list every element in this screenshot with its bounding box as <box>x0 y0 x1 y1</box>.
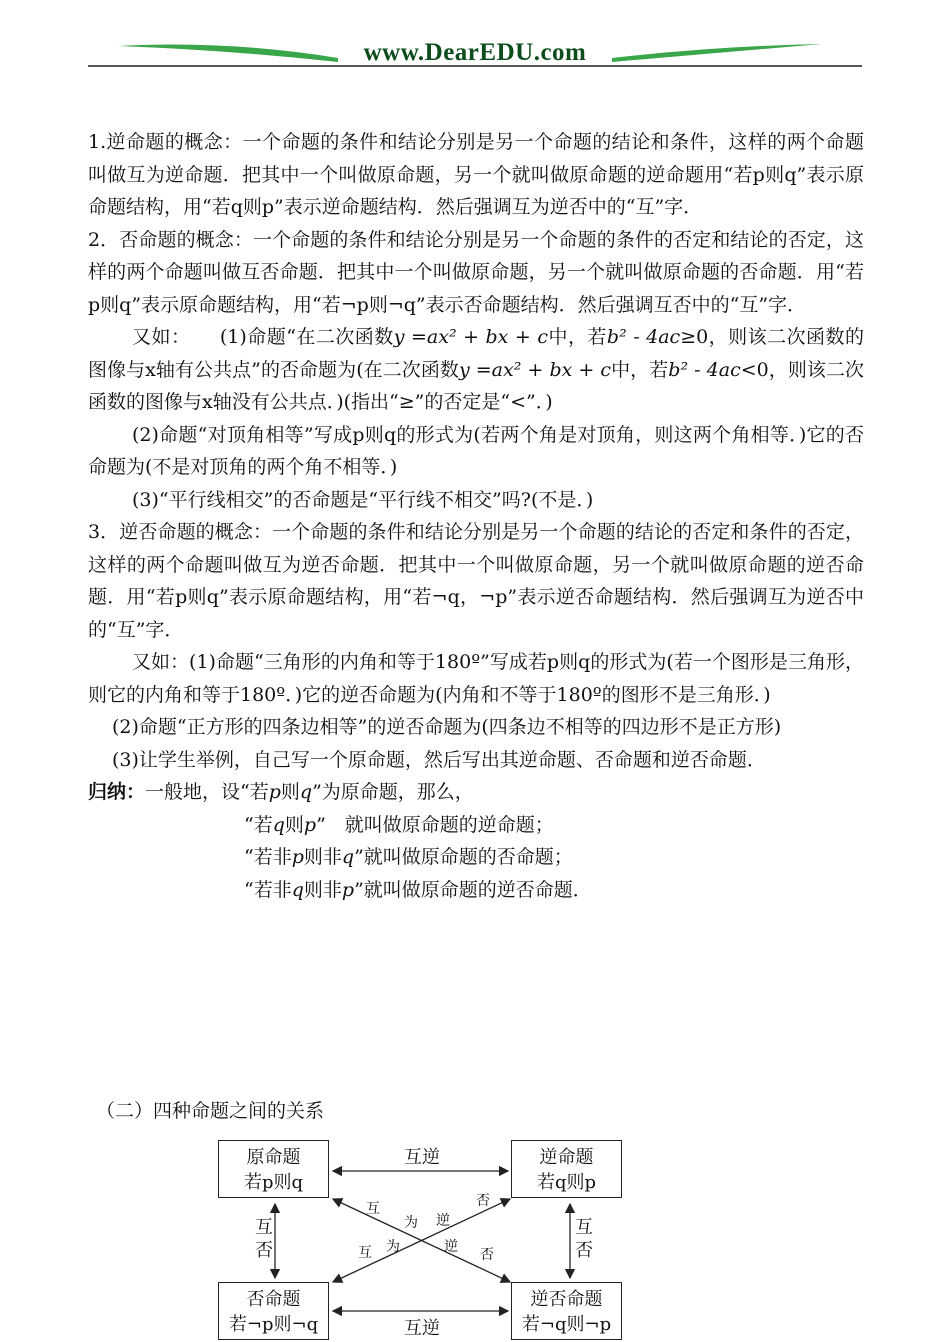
box-title: 逆命题 <box>539 1147 594 1168</box>
var-q: q <box>291 878 304 901</box>
box-original <box>218 1140 329 1198</box>
paragraph-example-vertical-angles: (2)命题“对顶角相等”写成p则q的形式为(若两个角是对顶角，则这两个角相等．)它的否命题为(不是对顶角的两个角不相等．) <box>88 423 864 478</box>
box-title: 原命题 <box>246 1147 301 1168</box>
paragraph-contrapositive-definition: 3．逆否命题的概念：一个命题的条件和结论分别是另一个命题的结论的否定和条件的否定，这样的两个命题叫做互为逆否命题．把其中一个叫做原命题，另一个就叫做原命题的逆否命题．用“若p则q”表示原命题结构，用“若¬q，¬p”表示逆否命题结构．然后强调互为逆否中的“互”字． <box>88 521 864 641</box>
var-q: q <box>299 781 313 803</box>
body-text <box>88 126 864 906</box>
paragraph-example-triangle: 又如：(1)命题“三角形的内角和等于180º”写成若p则q的形式为(若一个图形是三角形，则它的内角和等于180º．)它的逆否命题为(内角和不等于180º的图形不是三角形．) <box>88 651 864 706</box>
box-title: 逆否命题 <box>530 1289 603 1310</box>
box-form: 若q则p <box>536 1172 597 1193</box>
text-segment: ” 就叫做原命题的逆命题； <box>316 813 554 836</box>
cross-label: 逆 <box>436 1213 450 1229</box>
text-segment: ”就叫做原命题的逆否命题． <box>354 878 592 901</box>
summary-intro <box>88 776 864 809</box>
box-form: 若¬q则¬p <box>521 1314 612 1335</box>
formula-discriminant: b² - 4ac <box>668 358 741 381</box>
site-name: www.DearEDU.com <box>363 39 587 66</box>
cross-label: 互 <box>358 1245 372 1261</box>
cross-label: 为 <box>386 1239 400 1255</box>
var-p: p <box>291 846 304 868</box>
paragraph-example-square: (2)命题“正方形的四条边相等”的逆否命题为(四条边不相等的四边形不是正方形) <box>112 716 782 738</box>
paragraph-example-parallel-lines: (3)“平行线相交”的否命题是“平行线不相交”吗?(不是．) <box>132 488 594 511</box>
text-segment: ”为原命题，那么， <box>312 781 474 803</box>
var-p: p <box>268 781 281 803</box>
formula-quadratic: y =ax² + bx + c <box>393 326 548 348</box>
box-form: 若¬p则¬q <box>228 1314 319 1335</box>
label-left-inverse: 互否 <box>255 1217 273 1261</box>
cross-label: 为 <box>404 1215 418 1231</box>
cross-label: 逆 <box>444 1239 458 1255</box>
box-converse <box>511 1140 622 1198</box>
label-bottom-converse: 互逆 <box>404 1318 440 1339</box>
text-segment: 则非 <box>303 846 342 868</box>
cross-label: 互 <box>366 1201 380 1217</box>
box-contrapositive <box>511 1282 622 1340</box>
four-propositions-diagram <box>218 1140 630 1342</box>
box-inverse <box>218 1282 329 1340</box>
text-segment: “若非 <box>244 846 292 868</box>
summary-label: 归纳： <box>88 781 146 803</box>
summary-contrapositive <box>244 874 864 907</box>
page-header <box>88 36 862 72</box>
var-q: q <box>341 846 355 868</box>
summary-converse <box>244 809 864 842</box>
box-title: 否命题 <box>246 1289 301 1310</box>
label-right-inverse: 互否 <box>575 1217 593 1261</box>
text-segment: 一般地，设“若 <box>145 781 269 803</box>
paragraph-student-exercise: (3)让学生举例，自己写一个原命题，然后写出其逆命题、否命题和逆否命题． <box>112 748 766 771</box>
text-segment: “若 <box>244 813 273 836</box>
formula-quadratic: y =ax² + bx + c <box>458 358 612 381</box>
var-q: q <box>272 813 285 836</box>
text-segment: ”就叫做原命题的否命题； <box>354 846 573 868</box>
var-p: p <box>341 878 355 901</box>
section-title: （二）四种命题之间的关系 <box>96 1100 325 1122</box>
text-segment: “若非 <box>244 878 292 901</box>
text-segment: 中，若 <box>548 326 607 348</box>
text-segment: 则非 <box>303 878 342 901</box>
text-segment: 则 <box>280 781 300 803</box>
paragraph-example-quadratic <box>88 321 864 419</box>
summary-inverse <box>244 841 864 874</box>
box-form: 若p则q <box>243 1172 304 1193</box>
var-p: p <box>303 813 317 836</box>
cross-label: 否 <box>480 1247 494 1263</box>
paragraph-converse-definition: 1.逆命题的概念：一个命题的条件和结论分别是另一个命题的结论和条件，这样的两个命题叫做互为逆命题．把其中一个叫做原命题，另一个就叫做原命题的逆命题用“若p则q”表示原命题结构，用“若q则p”表示逆命题结构．然后强调互为逆否中的“互”字． <box>88 131 864 218</box>
text-segment: ≥0，则该二次函数的图像与x轴有公共点”的否命题为(在二次函数 <box>88 326 864 381</box>
text-segment: 则 <box>284 813 304 836</box>
label-top-converse: 互逆 <box>404 1147 440 1168</box>
paragraph-inverse-definition: 2．否命题的概念：一个命题的条件和结论分别是另一个命题的条件的否定和结论的否定，这样的两个命题叫做互否命题．把其中一个叫做原命题，另一个就叫做原命题的否命题．用“若p则q”表示原命题结构，用“若¬p则¬q”表示否命题结构．然后强调互否中的“互”字． <box>88 228 864 316</box>
formula-discriminant: b² - 4ac <box>606 326 681 348</box>
text-segment: 又如： (1)命题“在二次函数 <box>132 326 394 348</box>
text-segment: 中，若 <box>611 358 669 381</box>
text-segment: <0，则该二次函数的图像与x轴没有公共点．)(指出“≥”的否定是“<”．) <box>88 358 865 413</box>
cross-label: 否 <box>476 1193 490 1209</box>
